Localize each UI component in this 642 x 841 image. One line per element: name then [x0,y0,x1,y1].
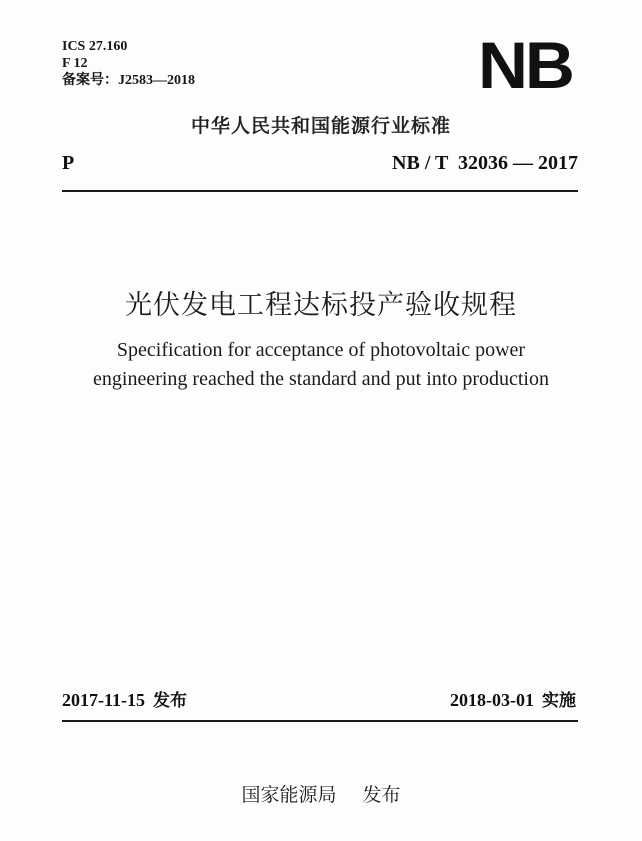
title-english-line-1: Specification for acceptance of photovoltaic power [116,339,526,361]
issuing-authority [0,780,642,807]
issuer-name: 国家能源局 [241,784,337,806]
publish-label: 发布 [153,691,187,711]
standard-number: NB / T 32036 — 2017 [392,152,578,174]
classification-letter: P [62,152,75,174]
implement-label: 实施 [542,691,576,711]
issuer-action: 发布 [362,784,401,806]
bottom-divider [62,720,578,722]
title-english-line-2: engineering reached the standard and put into production [93,368,549,390]
standard-category: 中华人民共和国能源行业标准 [190,115,451,137]
implement-date-block [450,686,576,711]
title-chinese: 光伏发电工程达标投产验收规程 [125,290,517,321]
ccs-code: F 12 [62,56,88,71]
publish-date-block [62,686,187,711]
publish-date: 2017-11-15 [62,690,145,710]
nb-logo: NB [478,28,572,102]
record-number: 备案号：J2583—2018 [62,73,195,88]
ics-code: ICS 27.160 [62,39,128,54]
top-divider [62,190,578,192]
classification-block [62,38,195,89]
title-english [0,336,642,394]
implement-date: 2018-03-01 [450,690,534,710]
